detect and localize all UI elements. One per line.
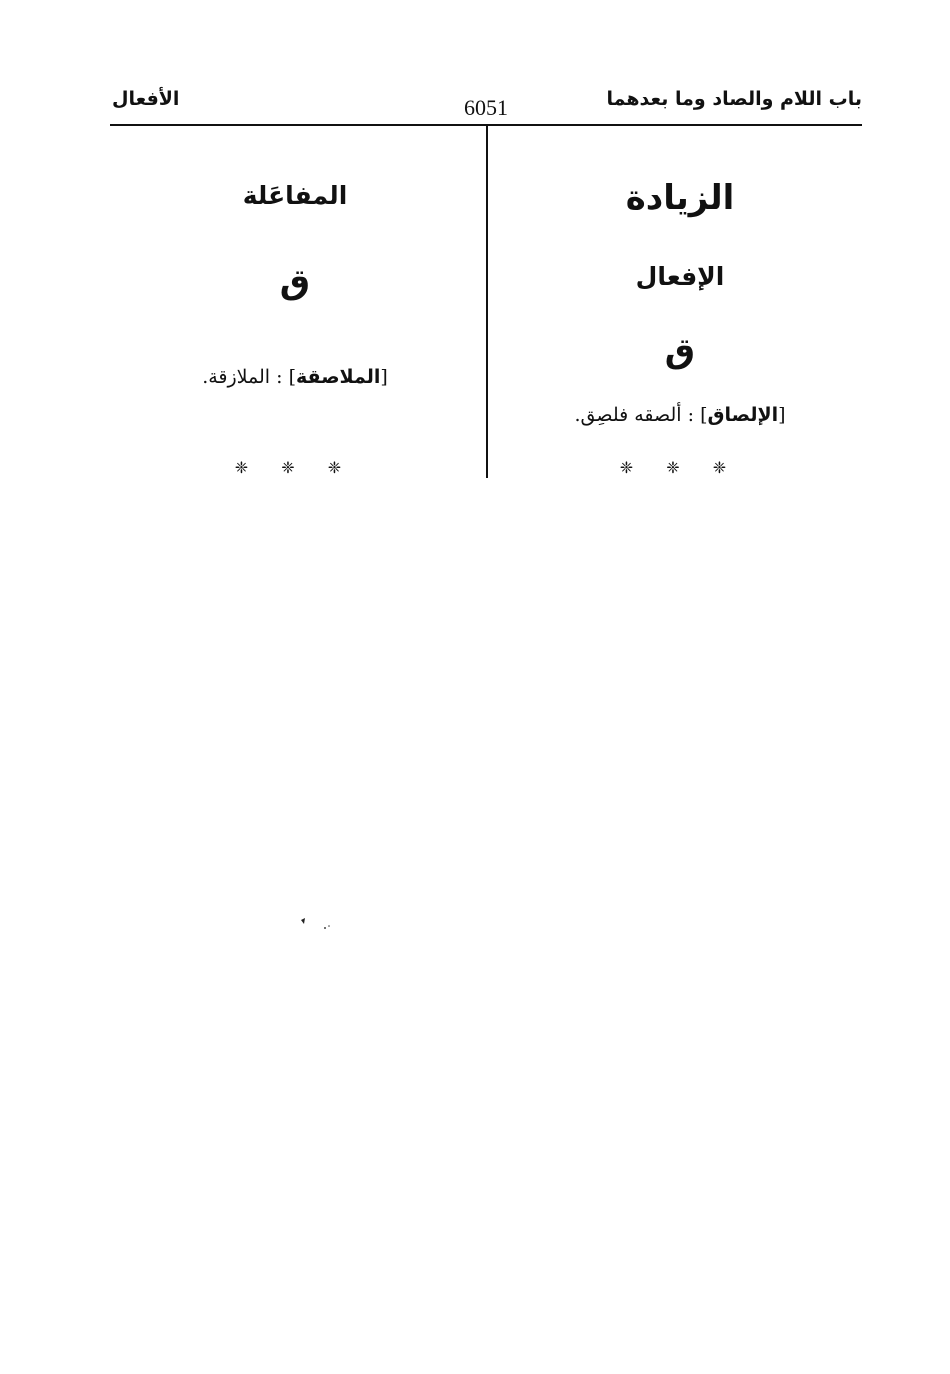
speck-marks	[298, 914, 338, 934]
subsection-title-ifal: الإفعال	[635, 262, 725, 291]
bracket-open: [	[380, 366, 388, 388]
bracket-close: ]	[700, 404, 708, 426]
section-separator: ❈ ❈ ❈	[619, 458, 741, 477]
root-letter-qaf: ق	[664, 331, 696, 371]
entry-term: الإلصاق	[707, 404, 779, 426]
entry-term: الملاصقة	[296, 366, 381, 388]
root-letter-qaf: ق	[279, 262, 311, 302]
section-title-ziyada: الزيادة	[625, 178, 735, 218]
entry-definition: : ألصقه فلصِق.	[574, 404, 695, 426]
running-header-chapter: باب اللام والصاد وما بعدهما	[606, 88, 862, 110]
running-header-section: الأفعال	[112, 88, 180, 110]
left-column	[110, 126, 480, 486]
entry-mulasaqa	[110, 366, 480, 388]
section-separator: ❈ ❈ ❈	[234, 458, 356, 477]
right-column	[500, 126, 860, 486]
subsection-title-mufaala: المفاعَلة	[242, 181, 348, 210]
page-number: 6051	[464, 95, 508, 120]
bracket-open: [	[778, 404, 786, 426]
bracket-close: ]	[288, 366, 296, 388]
column-divider	[486, 126, 488, 478]
entry-ilsaq	[500, 404, 860, 426]
scan-specks	[298, 914, 338, 937]
entry-definition: : الملازقة.	[202, 366, 283, 388]
